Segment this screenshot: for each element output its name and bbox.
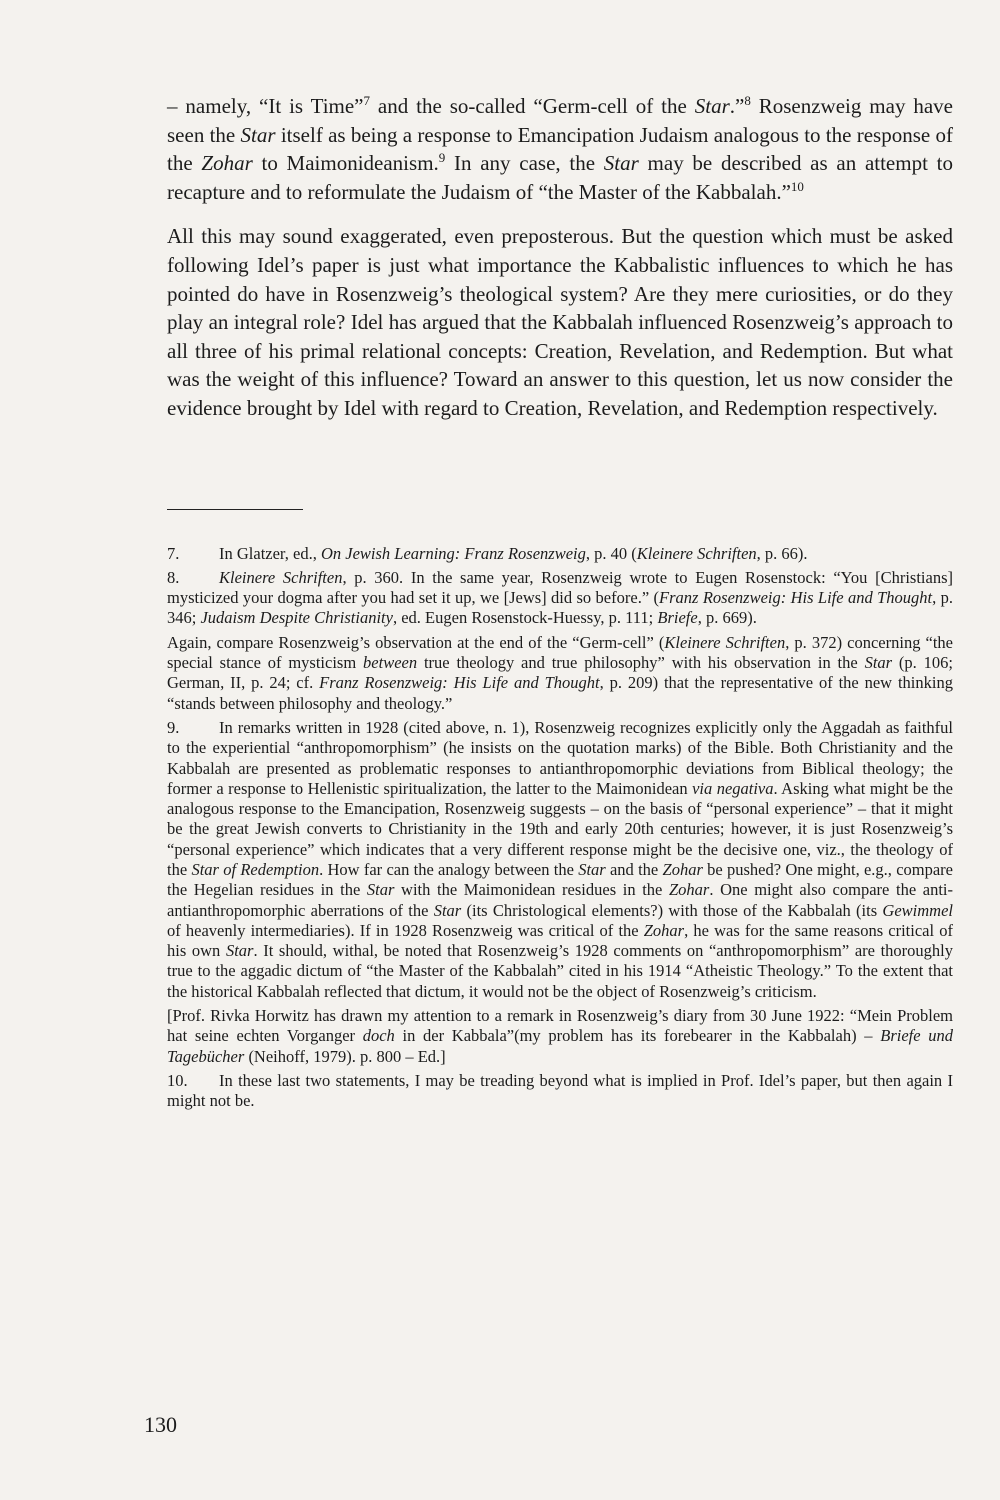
italic-title: Star of Redemption [191, 859, 320, 879]
italic-title: Zohar [201, 151, 253, 176]
text-run: , p. 40 ( [585, 543, 637, 563]
footnotes [167, 544, 953, 1112]
text-run: In any case, the [445, 151, 604, 176]
text-run: , p. 372) concerning “the special stance of mysticism [167, 632, 953, 673]
italic-word: between [363, 653, 418, 673]
text-run: In these last two statements, I may be treading beyond what is implied in Prof. Idel’s paper, but then again I might not be. [167, 1070, 953, 1111]
text-run: of heavenly intermediaries). If in 1928 Rosenzweig was critical of the [167, 920, 644, 940]
text-run: true theology and true philosophy” with his observation in the [417, 653, 865, 673]
text-run: (p. 106; German, II, p. 24; cf. [167, 653, 953, 693]
italic-title: Judaism Despite Christianity [200, 608, 393, 628]
text-run: with the Maimonidean residues in the [394, 880, 669, 900]
footnote-ref-7[interactable]: 7 [363, 93, 371, 108]
footnote-ref-9[interactable]: 9 [438, 150, 446, 166]
text-run: . One might also compare the anti-antianthropomorphic aberrations of the [167, 880, 953, 920]
text-run: , p. 209) that the representative of the new thinking “stands between philosophy and theology.” [167, 673, 953, 713]
text-run: Again, compare Rosenzweig’s observation at the end of the “Germ-cell” ( [167, 632, 665, 652]
text-run: . How far can the analogy between the [319, 859, 579, 879]
footnote-9 [167, 718, 953, 1002]
italic-word: Gewimmel [882, 900, 953, 920]
italic-title: Franz Rosenzweig: His Life and Thought [659, 588, 933, 608]
footnote-number: 10. [167, 1070, 188, 1090]
text-run: [Prof. Rivka Horwitz has drawn my attention to a remark in Rosenzweig’s diary from 30 June 1922: “Mein Problem hat seine echten Vorganger [167, 1006, 953, 1046]
italic-title: Star [433, 900, 462, 920]
text-run: (its Christological elements?) with those of the Kabbalah (its [461, 900, 883, 920]
italic-word: via negativa [692, 778, 774, 798]
italic-title: Zohar [643, 920, 685, 940]
footnote-10 [167, 1071, 953, 1112]
text-run: to Maimonideanism. [252, 151, 439, 176]
italic-title: Star [694, 94, 730, 118]
body-paragraph-2: All this may sound exaggerated, even preposterous. But the question which must be asked following Idel’s paper is just what importance the Kabbalistic influences to which he has pointed do have in Rosenzweig’s theological system? Are they mere curiosities, or do they play an integral role? Idel has argued that the Kabbalah influenced Rosenzweig’s approach to all three of his primal relational concepts: Creation, Revelation, and Redemption. But what was the weight of this influence? Toward an answer to this question, let us now consider the evidence brought by Idel with regard to Creation, Revelation, and Redemption respectively. [167, 224, 953, 420]
footnote-7 [167, 544, 953, 564]
text-run: (Neihoff, 1979). p. 800 – Ed.] [244, 1046, 446, 1066]
footnote-9-editor-note [167, 1006, 953, 1067]
italic-title: Briefe [657, 608, 698, 628]
footnote-number: 8. [167, 567, 180, 587]
italic-title: Star [225, 941, 254, 961]
text-run: – namely, “It is Time” [167, 94, 364, 118]
italic-word: doch [362, 1026, 395, 1046]
text-run: , p. 360. In the same year, Rosenzweig wrote to Eugen Rosenstock: “You [Christians] mysticized your dogma after you had set it up, we [Jews] did so before.” ( [167, 567, 953, 608]
text-run: in der Kabbala”(my problem has its forebearer in the Kabbalah) – [394, 1026, 881, 1046]
text-run: .” [729, 94, 745, 118]
text-run: . It should, withal, be noted that Rosenzweig’s 1928 comments on “anthropomorphism” are thoroughly true to the aggadic dictum of “the Master of the Kabbalah” cited in his 1914 “Atheistic Theology.” To the extent that the historical Kabbalah reflected that dictum, it would not be the object of Rosenzweig’s criticism. [167, 941, 954, 1001]
text-run: be pushed? One might, e.g., compare the Hegelian residues in the [167, 859, 953, 900]
footnote-ref-8[interactable]: 8 [744, 93, 751, 108]
text-run: itself as being a response to Emancipation Judaism analogous to the response of the [167, 122, 953, 176]
footnote-8 [167, 568, 953, 629]
italic-title: Star [864, 653, 893, 673]
italic-title: Star [240, 122, 276, 147]
italic-title: Briefe und Tagebücher [167, 1026, 953, 1066]
italic-title: Kleinere Schriften [636, 543, 757, 563]
footnote-8-continued [167, 633, 953, 714]
footnote-number: 7. [167, 543, 180, 563]
text-run: , ed. Eugen Rosenstock-Huessy, p. 111; [392, 608, 658, 628]
footnote-number: 9. [167, 717, 180, 737]
italic-title: Star [578, 859, 606, 879]
text-run: , he was for the same reasons critical of his own [167, 920, 953, 961]
italic-title: Zohar [662, 859, 703, 879]
text-run: may be described as an attempt to recapture and to reformulate the Judaism of “the Master of the Kabbalah.” [167, 151, 953, 204]
page-number: 130 [144, 1412, 177, 1437]
italic-title: On Jewish Learning: Franz Rosenzweig [320, 543, 586, 563]
text-run: , p. 346; [167, 588, 953, 628]
italic-title: Franz Rosenzweig: His Life and Thought [319, 673, 600, 693]
footnote-divider [167, 509, 303, 510]
italic-title: Kleinere Schriften [219, 567, 343, 587]
text-run: In remarks written in 1928 (cited above, n. 1), Rosenzweig recognizes explicitly only the Aggadah as faithful to the experiential “anthropomorphism” (he insists on the quotation marks) of the Bible. Both Christianity and the Kabbalah are presented as problematic responses to antianthropomorphic deviations from Biblical theology; the former a response to Hellenistic spiritualization, the latter to the Maimonidean [167, 717, 953, 798]
body-paragraph-1 [167, 92, 953, 206]
footnote-ref-10[interactable]: 10 [790, 178, 804, 194]
text-run: , p. 66). [756, 543, 808, 563]
text-run: Rosenzweig may have seen the [167, 94, 953, 147]
italic-title: Kleinere Schriften [664, 632, 786, 652]
italic-title: Zohar [669, 880, 710, 900]
text-run: , p. 669). [697, 608, 757, 628]
text-run: and the so-called “Germ-cell of the [370, 94, 695, 118]
text-run: In Glatzer, ed., [219, 543, 321, 563]
italic-title: Star [603, 151, 639, 176]
italic-title: Star [366, 880, 395, 900]
text-run: and the [605, 859, 663, 879]
text-run: . Asking what might be the analogous response to the Emancipation, Rosenzweig suggests – on the basis of “personal experience” – that it might be the great Jewish converts to Christianity in the 19th and early 20th centuries; however, it is just Rosenzweig’s “personal experience” which indicates that a very different response might be the decisive one, viz., the theology of the [167, 778, 953, 879]
page-content [167, 92, 953, 1112]
